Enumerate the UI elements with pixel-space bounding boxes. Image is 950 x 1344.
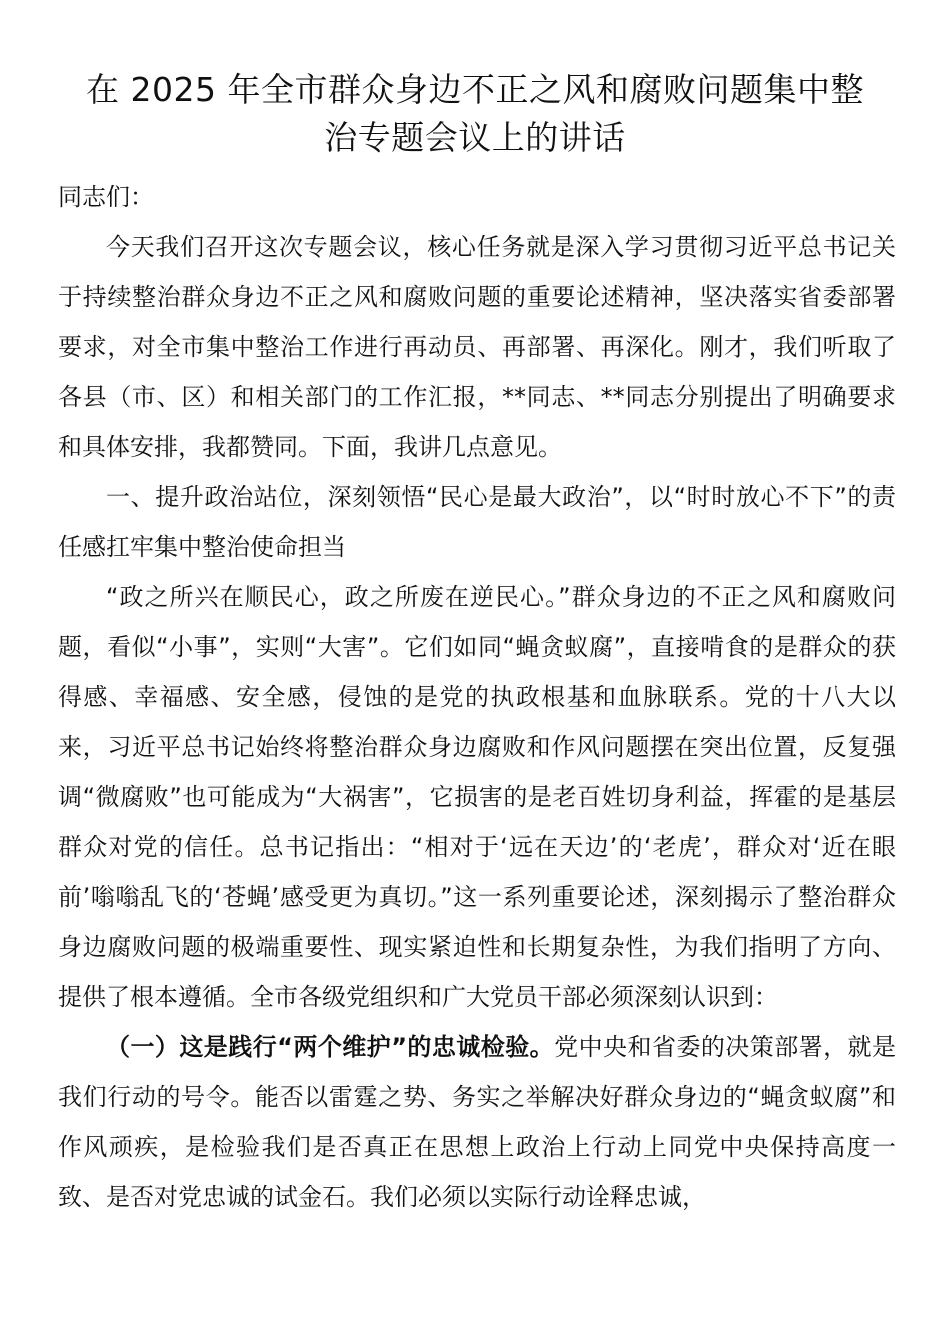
- paragraph-intro: 今天我们召开这次专题会议，核心任务就是深入学习贯彻习近平总书记关于持续整治群众身边不正之风和腐败问题的重要论述精神，坚决落实省委部署要求，对全市集中整治工作进行再动员、再部署、再深化。刚才，我们听取了各县（市、区）和相关部门的工作汇报，**同志、**同志分别提出了明确要求和具体安排，我都赞同。下面，我讲几点意见。: [58, 233, 896, 461]
- title-line-2: 治专题会议上的讲话: [324, 118, 626, 157]
- document-title: [40, 66, 910, 162]
- paragraph-section-1: “政之所兴在顺民心，政之所废在逆民心。”群众身边的不正之风和腐败问题，看似“小事”，实则“大害”。它们如同“蝇贪蚁腐”，直接啃食的是群众的获得感、幸福感、安全感，侵蚀的是党的执政根基和血脉联系。党的十八大以来，习近平总书记始终将整治群众身边腐败和作风问题摆在突出位置，反复强调“微腐败”也可能成为“大祸害”，它损害的是老百姓切身利益，挥霍的是基层群众对党的信任。总书记指出：“相对于‘远在天边’的‘老虎’，群众对‘近在眼前’嗡嗡乱飞的‘苍蝇’感受更为真切。”这一系列重要论述，深刻揭示了整治群众身边腐败问题的极端重要性、现实紧迫性和长期复杂性，为我们指明了方向、提供了根本遵循。全市各级党组织和广大党员干部必须深刻认识到：: [58, 583, 896, 1011]
- point-1-paragraph: [58, 1022, 896, 1222]
- salutation: 同志们：: [58, 183, 154, 211]
- point-1-text: 党中央和省委的决策部署，就是我们行动的号令。能否以雷霆之势、务实之举解决好群众身边的“蝇贪蚁腐”和作风顽疾，是检验我们是否真正在思想上政治上行动上同党中央保持高度一致、是否对党忠诚的试金石。我们必须以实际行动诠释忠诚，: [58, 1033, 897, 1211]
- document-body: [58, 172, 896, 1222]
- point-1-lead: （一）这是践行“两个维护”的忠诚检验。: [106, 1033, 555, 1061]
- section-heading-1: 一、提升政治站位，深刻领悟“民心是最大政治”，以“时时放心不下”的责任感扛牢集中整治使命担当: [58, 483, 896, 561]
- title-line-1: 在 2025 年全市群众身边不正之风和腐败问题集中整: [86, 70, 864, 109]
